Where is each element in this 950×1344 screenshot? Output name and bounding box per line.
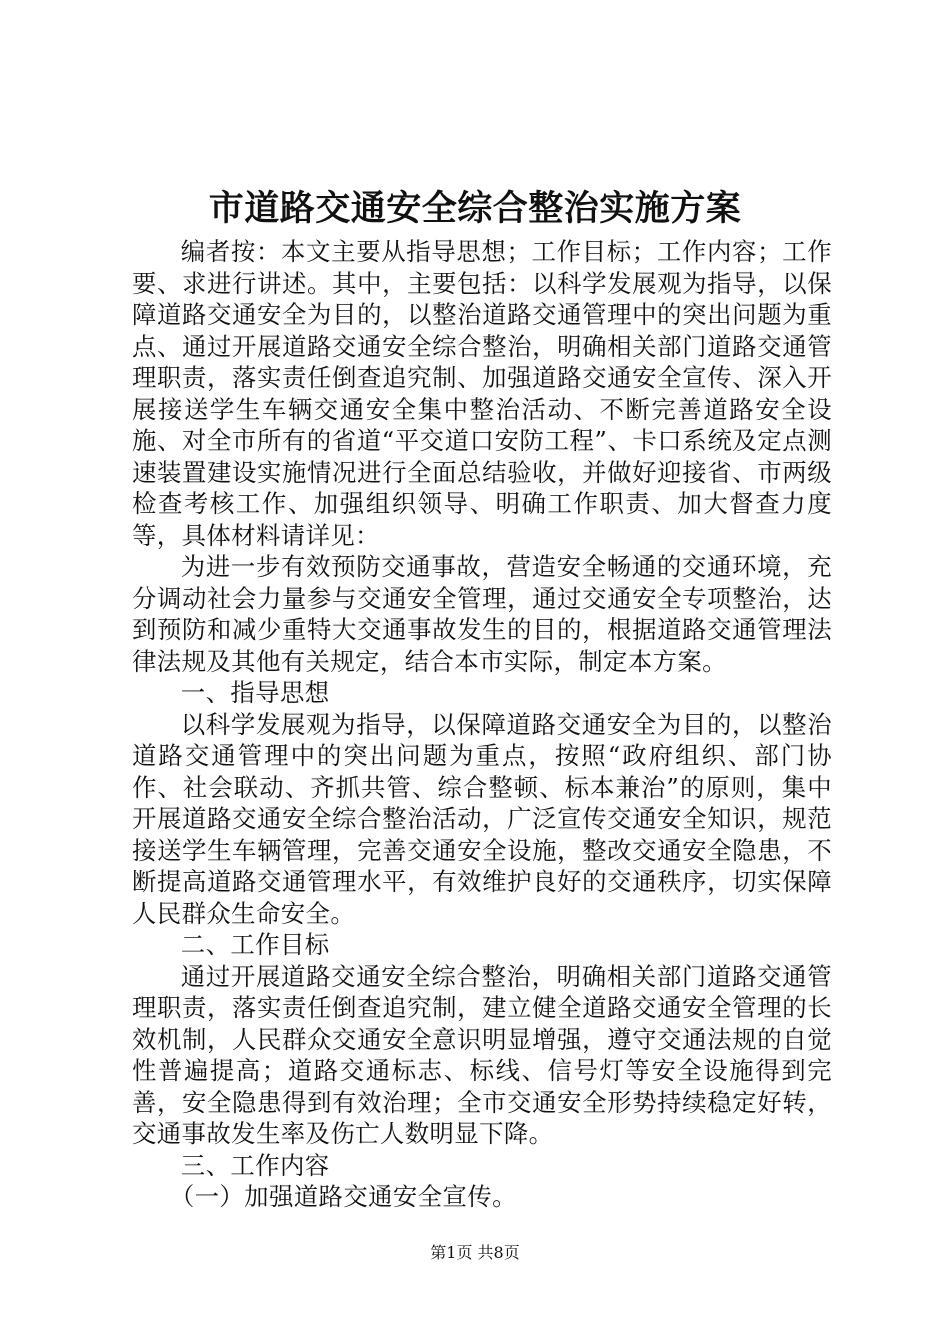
section-heading-work-goals: 二、工作目标 [180,930,330,959]
document-body [132,236,832,1213]
work-goals-paragraph: 通过开展道路交通安全综合整治，明确相关部门道路交通管理职责，落实责任倒查追究制，建立健全道路交通安全管理的长效机制，人民群众交通安全意识明显增强，遵守交通法规的自觉性普遍提高；道路交通标志、标线、信号灯等安全设施得到完善，安全隐患得到有效治理；全市交通安全形势持续稳定好转，交通事故发生率及伤亡人数明显下降。 [132,961,832,1148]
editor-note-paragraph: 编者按：本文主要从指导思想；工作目标；工作内容；工作要、求进行讲述。其中，主要包括：以科学发展观为指导，以保障道路交通安全为目的，以整治道路交通管理中的突出问题为重点、通过开展道路交通安全综合整治，明确相关部门道路交通管理职责，落实责任倒查追究制、加强道路交通安全宣传、深入开展接送学生车辆交通安全集中整治活动、不断完善道路安全设施、对全市所有的省道“平交道口安防工程”、卡口系统及定点测速装置建设实施情况进行全面总结验收，并做好迎接省、市两级检查考核工作、加强组织领导、明确工作职责、加大督查力度等，具体材料请详见： [132,237,832,550]
page-footer: 第1页 共8页 [430,1243,520,1262]
section-heading-guiding-ideology: 一、指导思想 [180,678,330,707]
intro-paragraph: 为进一步有效预防交通事故，营造安全畅通的交通环境，充分调动社会力量参与交通安全管理，通过交通安全专项整治，达到预防和减少重特大交通事故发生的目的，根据道路交通管理法律法规及其他有关规定，结合本市实际，制定本方案。 [132,552,832,676]
guiding-ideology-paragraph: 以科学发展观为指导，以保障道路交通安全为目的，以整治道路交通管理中的突出问题为重点，按照“政府组织、部门协作、社会联动、齐抓共管、综合整顿、标本兼治”的原则，集中开展道路交通安全综合整治活动，广泛宣传交通安全知识，规范接送学生车辆管理，完善交通安全设施，整改交通安全隐患，不断提高道路交通管理水平，有效维护良好的交通秩序，切实保障人民群众生命安全。 [132,709,832,928]
work-content-item-1: （一）加强道路交通安全宣传。 [169,1182,517,1211]
section-heading-work-content: 三、工作内容 [180,1150,330,1180]
document-title: 市道路交通安全综合整治实施方案 [208,188,742,229]
